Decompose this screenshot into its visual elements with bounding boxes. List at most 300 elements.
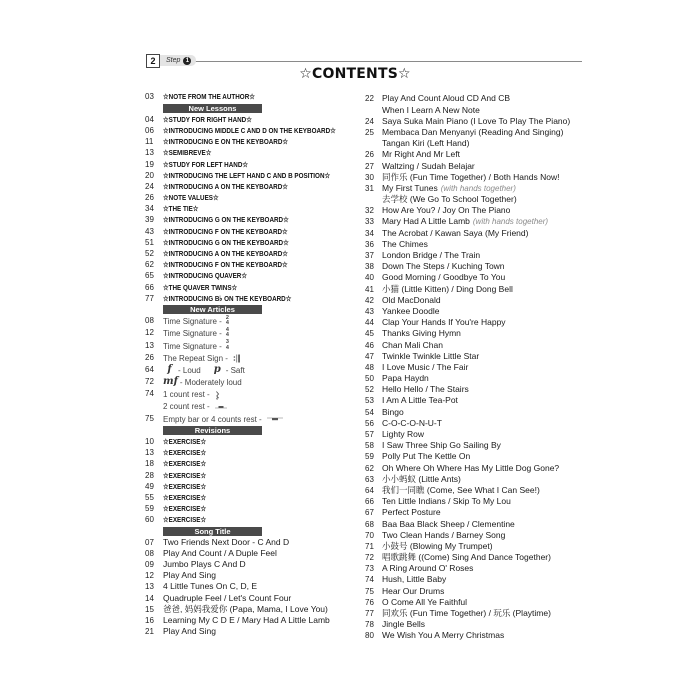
page-number: 24 xyxy=(365,116,374,126)
song-title: I Love Music / The Fair xyxy=(382,361,469,372)
toc-entry xyxy=(365,586,597,597)
toc-entry xyxy=(145,352,360,364)
page-number: 18 xyxy=(145,459,154,469)
toc-entry xyxy=(145,214,360,225)
time-signature-bottom: 4 xyxy=(225,320,229,327)
toc-entry xyxy=(365,429,597,440)
lesson-title: ☆INTRODUCING A ON THE KEYBOARD☆ xyxy=(163,181,288,191)
song-title: Ten Little Indians / Skip To My Lou xyxy=(382,496,511,507)
lesson-title: ☆INTRODUCING THE LEFT HAND C AND B POSITION☆ xyxy=(163,170,331,180)
page-number: 33 xyxy=(365,217,374,227)
page-number: 13 xyxy=(145,448,154,458)
page-number: 73 xyxy=(365,564,374,574)
page-number: 74 xyxy=(365,575,374,585)
page-number: 76 xyxy=(365,597,374,607)
article-title: Time Signature - xyxy=(163,317,222,327)
page-number: 14 xyxy=(145,593,154,603)
page-number: 50 xyxy=(365,374,374,384)
title-note: (with hands together) xyxy=(440,183,516,193)
toc-entry xyxy=(365,328,597,339)
song-title: Mr Right And Mr Left xyxy=(382,149,460,160)
page-number: 64 xyxy=(145,364,154,374)
song-title: 小小蚂蚁 (Little Ants) xyxy=(382,473,461,484)
page-number: 19 xyxy=(145,159,154,169)
toc-entry xyxy=(145,147,360,158)
song-title: Two Clean Hands / Barney Song xyxy=(382,529,506,540)
title-note: (with hands together) xyxy=(472,217,549,227)
toc-entry xyxy=(365,507,597,518)
toc-entry xyxy=(365,340,597,351)
page-number: 41 xyxy=(365,284,374,294)
toc-entry xyxy=(365,216,597,227)
page-number: 53 xyxy=(365,396,374,406)
page-number: 60 xyxy=(145,515,154,525)
page-number: 16 xyxy=(145,616,154,626)
song-title: 爸爸, 妈妈我爱你 (Papa, Mama, I Love You) xyxy=(163,603,328,614)
page-number: 26 xyxy=(145,352,154,362)
toc-entry xyxy=(145,293,360,304)
article-text: - Moderately loud xyxy=(179,378,242,388)
section-header-row xyxy=(145,304,360,315)
page-number: 31 xyxy=(365,183,374,193)
exercise-title: ☆EXERCISE☆ xyxy=(163,481,207,491)
toc-entry xyxy=(145,226,360,237)
song-title: Chan Mali Chan xyxy=(382,339,443,350)
exercise-title: ☆EXERCISE☆ xyxy=(163,448,207,458)
toc-entry xyxy=(365,407,597,418)
toc-entry xyxy=(365,485,597,496)
song-title: 同作乐 (Fun Time Together) / Both Hands Now! xyxy=(382,171,560,182)
article-title: The Repeat Sign - xyxy=(163,353,228,363)
toc-entry xyxy=(145,170,360,181)
toc-entry xyxy=(365,351,597,362)
toc-entry xyxy=(145,537,360,548)
toc-entry xyxy=(365,284,597,295)
dynamic-marking: f xyxy=(167,363,172,375)
page-number: 59 xyxy=(145,504,154,514)
lesson-title: ☆THE QUAVER TWINS☆ xyxy=(163,282,238,292)
song-title: Perfect Posture xyxy=(382,507,441,518)
page-number: 49 xyxy=(145,481,154,491)
song-title: 小猫 (Little Kitten) / Ding Dong Bell xyxy=(382,283,513,294)
page-title: ☆CONTENTS☆ xyxy=(299,66,411,82)
toc-entry xyxy=(145,282,360,293)
song-title: We Wish You A Merry Christmas xyxy=(382,630,505,641)
page-number: 45 xyxy=(365,329,374,339)
page-number: 66 xyxy=(145,282,154,292)
page-number: 75 xyxy=(365,586,374,596)
page-number-badge: 2 xyxy=(146,54,160,68)
toc-entry xyxy=(145,376,360,388)
song-title: The Chimes xyxy=(382,238,428,249)
toc-entry xyxy=(365,619,597,630)
song-title: 小鼓号 (Blowing My Trumpet) xyxy=(382,540,493,551)
song-title: A Ring Around O' Roses xyxy=(382,563,474,574)
page-number: 30 xyxy=(365,172,374,182)
song-title: Clap Your Hands If You're Happy xyxy=(382,317,506,328)
page-number: 77 xyxy=(145,293,154,303)
exercise-title: ☆EXERCISE☆ xyxy=(163,504,207,514)
article-title: Time Signature - xyxy=(163,341,222,351)
page-number: 52 xyxy=(365,385,374,395)
toc-entry xyxy=(145,503,360,514)
page-number: 36 xyxy=(365,239,374,249)
section-header: Revisions xyxy=(163,426,262,435)
page-number: 25 xyxy=(365,127,374,137)
exercise-title: ☆EXERCISE☆ xyxy=(163,437,207,447)
toc-entry xyxy=(145,91,360,102)
lesson-title: ☆INTRODUCING G ON THE KEYBOARD☆ xyxy=(163,215,289,225)
page-number: 68 xyxy=(365,519,374,529)
toc-entry xyxy=(145,548,360,559)
lesson-title: ☆INTRODUCING F ON THE KEYBOARD☆ xyxy=(163,260,288,270)
lesson-title: ☆THE TIE☆ xyxy=(163,204,199,214)
page-number: 22 xyxy=(365,94,374,104)
toc-entry xyxy=(365,395,597,406)
page-number: 54 xyxy=(365,407,374,417)
repeat-sign-icon xyxy=(233,354,241,363)
toc-entry xyxy=(365,418,597,429)
toc-entry xyxy=(365,373,597,384)
lesson-title: ☆INTRODUCING F ON THE KEYBOARD☆ xyxy=(163,226,288,236)
toc-entry xyxy=(365,519,597,530)
song-title: Hello Hello / The Stairs xyxy=(382,384,469,395)
contents-left-column xyxy=(145,91,360,637)
exercise-title: ☆EXERCISE☆ xyxy=(163,515,207,525)
time-signature-top: 2 xyxy=(225,314,229,321)
toc-entry xyxy=(145,248,360,259)
song-title: 4 Little Tunes On C, D, E xyxy=(163,581,258,592)
song-title: When I Learn A New Note xyxy=(382,104,480,115)
exercise-title: ☆EXERCISE☆ xyxy=(163,492,207,502)
song-title: I Am A Little Tea-Pot xyxy=(382,395,458,406)
page-number: 64 xyxy=(365,485,374,495)
whole-rest-icon xyxy=(267,416,283,422)
toc-entry xyxy=(145,340,360,352)
song-title: London Bridge / The Train xyxy=(382,250,481,261)
lesson-title: ☆NOTE FROM THE AUTHOR☆ xyxy=(163,92,255,102)
page-number: 46 xyxy=(365,340,374,350)
toc-entry xyxy=(365,228,597,239)
page-number: 43 xyxy=(365,306,374,316)
half-rest-icon xyxy=(215,404,227,410)
page-number: 55 xyxy=(145,492,154,502)
toc-entry xyxy=(365,272,597,283)
page-number: 28 xyxy=(145,470,154,480)
toc-entry xyxy=(145,400,360,412)
section-header-row xyxy=(145,103,360,114)
page-number: 39 xyxy=(145,215,154,225)
lesson-title: ☆INTRODUCING QUAVER☆ xyxy=(163,271,247,281)
header-rule xyxy=(146,61,582,62)
page-number: 59 xyxy=(365,452,374,462)
toc-entry xyxy=(365,362,597,373)
toc-entry xyxy=(145,492,360,503)
page-number: 21 xyxy=(145,627,154,637)
page-number: 70 xyxy=(365,530,374,540)
page-number: 44 xyxy=(365,318,374,328)
toc-entry xyxy=(365,608,597,619)
toc-entry xyxy=(145,315,360,327)
page-number: 20 xyxy=(145,170,154,180)
song-title: Play And Sing xyxy=(163,570,216,581)
page-number: 51 xyxy=(145,237,154,247)
toc-entry xyxy=(145,388,360,400)
step-number-badge: 1 xyxy=(183,57,191,65)
lesson-title: ☆INTRODUCING A ON THE KEYBOARD☆ xyxy=(163,249,288,259)
page-number: 13 xyxy=(145,582,154,592)
toc-entry xyxy=(365,105,597,116)
toc-entry xyxy=(365,306,597,317)
song-title: How Are You? / Joy On The Piano xyxy=(382,205,511,216)
song-title: My First Tunes xyxy=(382,182,438,193)
song-title: Thanks Giving Hymn xyxy=(382,328,461,339)
lesson-title: ☆INTRODUCING MIDDLE C AND D ON THE KEYBOARD☆ xyxy=(163,125,336,135)
page-number: 10 xyxy=(145,437,154,447)
exercise-title: ☆EXERCISE☆ xyxy=(163,459,207,469)
step-label: Step xyxy=(166,57,181,64)
section-header-row xyxy=(145,526,360,537)
song-title: Play And Sing xyxy=(163,626,216,637)
page-number: 11 xyxy=(145,137,154,147)
song-title: Hush, Little Baby xyxy=(382,574,447,585)
page-number: 42 xyxy=(365,295,374,305)
toc-entry xyxy=(145,615,360,626)
article-title: Time Signature - xyxy=(163,329,222,339)
page-number: 78 xyxy=(365,620,374,630)
lesson-title: ☆INTRODUCING E ON THE KEYBOARD☆ xyxy=(163,137,289,147)
song-title: Good Morning / Goodbye To You xyxy=(382,272,506,283)
toc-entry xyxy=(365,384,597,395)
page-number: 06 xyxy=(145,125,154,135)
toc-entry xyxy=(145,458,360,469)
page-number: 77 xyxy=(365,609,374,619)
song-title: Jingle Bells xyxy=(382,619,425,630)
song-title: Tangan Kiri (Left Hand) xyxy=(382,138,470,149)
lesson-title: ☆SEMIBREVE☆ xyxy=(163,148,212,158)
toc-entry xyxy=(365,563,597,574)
article-title: 1 count rest - xyxy=(163,390,210,400)
section-header-row xyxy=(145,425,360,436)
toc-entry xyxy=(365,127,597,138)
page-number: 72 xyxy=(365,553,374,563)
time-signature-top: 3 xyxy=(225,339,229,346)
toc-entry xyxy=(145,203,360,214)
page-number: 80 xyxy=(365,631,374,641)
dynamic-marking: p xyxy=(213,363,221,375)
page-number: 15 xyxy=(145,604,154,614)
song-title: Old MacDonald xyxy=(382,294,441,305)
lesson-title: ☆STUDY FOR LEFT HAND☆ xyxy=(163,159,249,169)
toc-entry xyxy=(145,481,360,492)
page-number: 75 xyxy=(145,413,154,423)
page-number: 52 xyxy=(145,249,154,259)
toc-entry xyxy=(365,149,597,160)
toc-entry xyxy=(365,261,597,272)
page-number: 34 xyxy=(365,228,374,238)
song-title: I Saw Three Ship Go Sailing By xyxy=(382,440,501,451)
toc-entry xyxy=(365,239,597,250)
song-title: 唱歌跳舞 ((Come) Sing And Dance Together) xyxy=(382,552,551,563)
toc-entry xyxy=(365,172,597,183)
page-number: 07 xyxy=(145,537,154,547)
quarter-rest-icon xyxy=(215,391,220,400)
toc-entry xyxy=(145,327,360,339)
page-number: 34 xyxy=(145,204,154,214)
toc-entry xyxy=(145,364,360,376)
time-signature-bottom: 4 xyxy=(225,332,229,339)
song-title: Learning My C D E / Mary Had A Little Lamb xyxy=(163,615,330,626)
song-title: Twinkle Twinkle Little Star xyxy=(382,350,480,361)
toc-entry xyxy=(365,183,597,194)
article-text: - Saft xyxy=(225,365,245,375)
page-number: 65 xyxy=(145,271,154,281)
page-number: 66 xyxy=(365,497,374,507)
lesson-title: ☆INTRODUCING B♭ ON THE KEYBOARD☆ xyxy=(163,293,292,303)
song-title: Play And Count / A Duple Feel xyxy=(163,547,277,558)
page-number: 72 xyxy=(145,377,154,387)
song-title: Mary Had A Little Lamb xyxy=(382,216,470,227)
song-title: C-O-C-O-N-U-T xyxy=(382,417,442,428)
toc-entry xyxy=(145,436,360,447)
page-number: 03 xyxy=(145,92,154,102)
toc-entry xyxy=(365,317,597,328)
toc-entry xyxy=(145,570,360,581)
toc-entry xyxy=(145,237,360,248)
page-number: 37 xyxy=(365,251,374,261)
toc-entry xyxy=(145,270,360,281)
toc-entry xyxy=(365,451,597,462)
song-title: 同欢乐 (Fun Time Together) / 玩乐 (Playtime) xyxy=(382,608,551,619)
toc-entry xyxy=(365,205,597,216)
article-title: 2 count rest - xyxy=(163,402,210,412)
page-number: 13 xyxy=(145,340,154,350)
toc-entry xyxy=(145,470,360,481)
page-number: 12 xyxy=(145,571,154,581)
toc-entry xyxy=(365,541,597,552)
song-title: Two Friends Next Door - C And D xyxy=(163,536,290,547)
page-number: 08 xyxy=(145,316,154,326)
lesson-title: ☆STUDY FOR RIGHT HAND☆ xyxy=(163,114,252,124)
toc-entry xyxy=(365,250,597,261)
toc-entry xyxy=(365,496,597,507)
toc-entry xyxy=(145,192,360,203)
page-number: 56 xyxy=(365,418,374,428)
page-number: 43 xyxy=(145,226,154,236)
song-title: Down The Steps / Kuching Town xyxy=(382,261,505,272)
page-number: 26 xyxy=(145,193,154,203)
article-text: - Loud xyxy=(178,365,201,375)
toc-entry xyxy=(365,440,597,451)
page-number: 12 xyxy=(145,328,154,338)
song-title: Lighty Row xyxy=(382,429,425,440)
lesson-title: ☆INTRODUCING G ON THE KEYBOARD☆ xyxy=(163,237,289,247)
song-title: Jumbo Plays C And D xyxy=(163,559,246,570)
toc-entry xyxy=(365,574,597,585)
dynamic-marking: mf xyxy=(163,376,178,388)
page-number: 09 xyxy=(145,560,154,570)
toc-entry xyxy=(145,181,360,192)
toc-entry xyxy=(145,125,360,136)
song-title: 去学校 (We Go To School Together) xyxy=(382,194,517,205)
toc-entry xyxy=(365,138,597,149)
step-tab xyxy=(160,55,196,66)
time-signature xyxy=(226,327,229,339)
song-title: Hear Our Drums xyxy=(382,585,445,596)
page-number: 04 xyxy=(145,114,154,124)
toc-entry xyxy=(145,559,360,570)
song-title: Saya Suka Main Piano (I Love To Play The Piano) xyxy=(382,115,571,126)
song-title: 我们一同瞧 (Come, See What I Can See!) xyxy=(382,484,540,495)
time-signature-bottom: 4 xyxy=(225,344,229,351)
song-title: Membaca Dan Menyanyi (Reading And Singing) xyxy=(382,126,564,137)
page-number: 62 xyxy=(145,260,154,270)
song-title: Play And Count Aloud CD And CB xyxy=(382,93,511,104)
song-title: Baa Baa Black Sheep / Clementine xyxy=(382,518,515,529)
toc-entry xyxy=(145,593,360,604)
toc-entry xyxy=(145,136,360,147)
time-signature xyxy=(226,340,229,352)
page-number: 74 xyxy=(145,389,154,399)
toc-entry xyxy=(365,93,597,104)
song-title: Quadruple Feel / Let's Count Four xyxy=(163,592,292,603)
song-title: Papa Haydn xyxy=(382,373,429,384)
toc-entry xyxy=(365,295,597,306)
page-number: 67 xyxy=(365,508,374,518)
toc-entry xyxy=(365,597,597,608)
toc-entry xyxy=(145,259,360,270)
toc-entry xyxy=(145,114,360,125)
toc-entry xyxy=(365,530,597,541)
toc-entry xyxy=(365,194,597,205)
page-number: 08 xyxy=(145,548,154,558)
song-title: Waltzing / Sudah Belajar xyxy=(382,160,475,171)
toc-entry xyxy=(145,413,360,425)
toc-entry xyxy=(365,630,597,641)
song-title: Polly Put The Kettle On xyxy=(382,451,471,462)
section-header: New Articles xyxy=(163,305,262,314)
page-number: 63 xyxy=(365,474,374,484)
section-header: Song Title xyxy=(163,527,262,536)
toc-entry xyxy=(145,604,360,615)
page-number: 71 xyxy=(365,541,374,551)
time-signature-top: 4 xyxy=(225,326,229,333)
toc-entry xyxy=(145,447,360,458)
page-number: 57 xyxy=(365,430,374,440)
lesson-title: ☆NOTE VALUES☆ xyxy=(163,193,219,203)
page-number: 13 xyxy=(145,148,154,158)
page-number: 27 xyxy=(365,161,374,171)
song-title: Yankee Doodle xyxy=(382,305,440,316)
time-signature xyxy=(226,315,229,327)
toc-entry xyxy=(145,626,360,637)
toc-entry xyxy=(365,552,597,563)
song-title: Oh Where Oh Where Has My Little Dog Gone? xyxy=(382,462,560,473)
page-number: 48 xyxy=(365,362,374,372)
page-number: 38 xyxy=(365,262,374,272)
toc-entry xyxy=(145,514,360,525)
toc-entry xyxy=(145,159,360,170)
page-number: 32 xyxy=(365,206,374,216)
contents-right-column xyxy=(365,93,597,641)
page-number: 24 xyxy=(145,181,154,191)
toc-entry xyxy=(365,116,597,127)
toc-entry xyxy=(365,463,597,474)
toc-entry xyxy=(145,581,360,592)
section-header: New Lessons xyxy=(163,104,262,113)
page-number: 58 xyxy=(365,441,374,451)
page-number: 40 xyxy=(365,273,374,283)
